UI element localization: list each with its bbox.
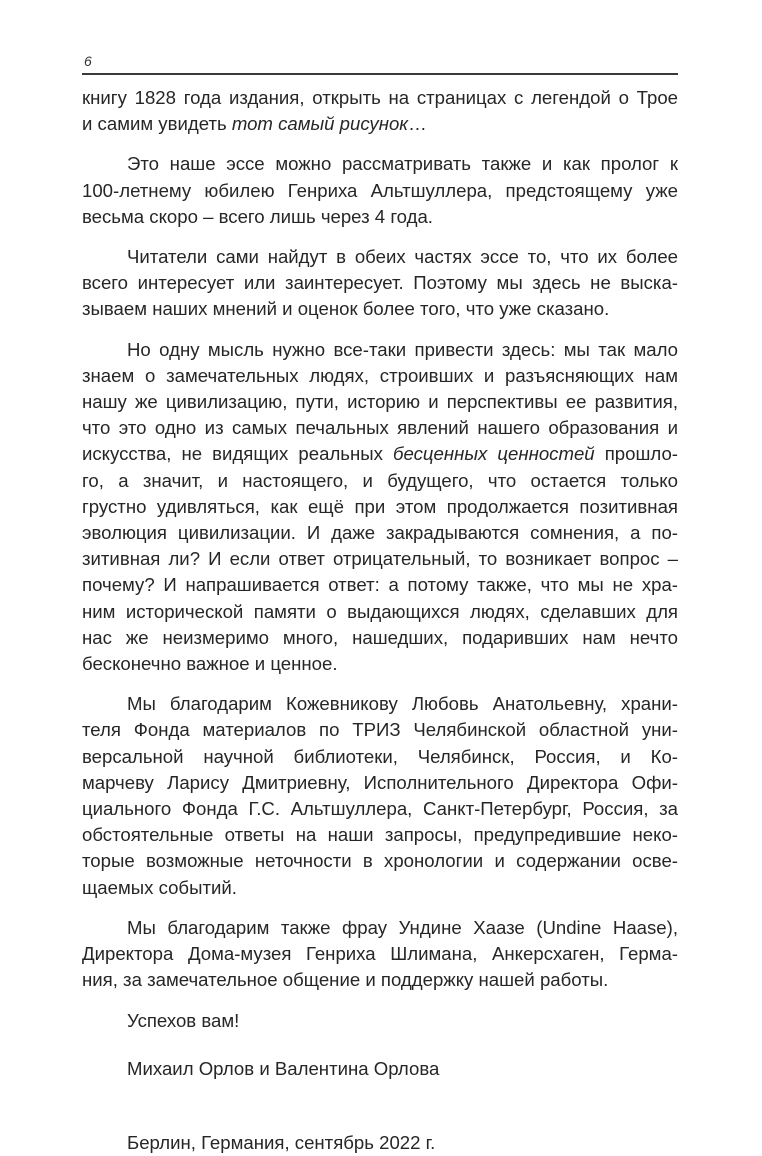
text-run: Но одну мысль нужно все-таки привести здесь: мы так мало xyxy=(127,338,678,360)
paragraphs xyxy=(82,85,678,994)
text-run: нас же неизмеримо много, нашедших, подаривших нам нечто xyxy=(82,626,678,648)
text-run: Мы благодарим также фрау Ундине Хаазе (Undine Haase), xyxy=(127,916,678,938)
text-line xyxy=(82,337,678,363)
text-run: книгу 1828 года издания, открыть на страницах с легендой о Трое xyxy=(82,87,678,108)
text-line xyxy=(82,520,678,546)
page-number: 6 xyxy=(84,53,92,69)
text-run: теля Фонда материалов по ТРИЗ Челябинской областной уни- xyxy=(82,719,678,741)
text-line xyxy=(82,441,678,467)
text-run: циального Фонда Г.С. Альтшуллера, Санкт-Петербург, Россия, за xyxy=(82,798,678,820)
paragraph xyxy=(82,244,678,323)
text-line xyxy=(82,822,678,848)
text-run: зываем наших мнений и оценок более того, что уже сказано. xyxy=(82,298,610,320)
text-run: торые возможные неточности в хронологии и содержании осве- xyxy=(82,850,678,872)
text-run: и самим увидеть xyxy=(82,113,232,135)
document-page xyxy=(82,52,678,1156)
text-line xyxy=(82,875,678,901)
text-line xyxy=(82,651,678,677)
text-run: Директора Дома-музея Генриха Шлимана, Анкерсхаген, Герма- xyxy=(82,943,678,965)
text-run: зитивная ли? И если ответ отрицательный, то возникает вопрос – xyxy=(82,548,678,570)
text-line xyxy=(82,967,678,993)
text-line xyxy=(82,546,678,572)
text-line xyxy=(82,296,678,322)
text-line xyxy=(82,599,678,625)
text-line xyxy=(82,625,678,651)
page-header xyxy=(82,52,678,75)
text-line xyxy=(82,151,678,177)
text-line xyxy=(82,270,678,296)
text-line xyxy=(82,915,678,941)
text-run: весьма скоро – всего лишь через 4 года. xyxy=(82,205,433,227)
text-line xyxy=(82,717,678,743)
text-run: ним исторической памяти о выдающихся людях, сделавших для xyxy=(82,600,678,622)
text-run: Мы благодарим Кожевникову Любовь Анатольевну, храни- xyxy=(127,693,678,715)
text-run: Это наше эссе можно рассматривать также и как пролог к xyxy=(127,153,678,175)
text-line xyxy=(82,178,678,204)
text-line xyxy=(82,111,678,137)
text-line xyxy=(82,691,678,717)
body-text xyxy=(82,85,678,1156)
text-run: щаемых событий. xyxy=(82,876,237,898)
text-line xyxy=(82,941,678,967)
text-run: обстоятельные ответы на наши запросы, предупредившие неко- xyxy=(82,824,678,846)
paragraph xyxy=(82,85,678,137)
text-line xyxy=(82,796,678,822)
italic-emphasis: бесценных ценностей xyxy=(393,443,595,465)
text-run: бесконечно важное и ценное. xyxy=(82,653,338,675)
text-run: версальной научной библиотеки, Челябинск, Россия, и Ко- xyxy=(82,745,678,767)
text-run: Читатели сами найдут в обеих частях эссе то, что их более xyxy=(127,246,678,268)
text-line xyxy=(82,744,678,770)
text-line xyxy=(82,363,678,389)
text-line xyxy=(82,494,678,520)
text-run: прошло- xyxy=(594,443,678,465)
text-run: грустно удивляться, как ещё при этом продолжается позитивная xyxy=(82,495,678,517)
text-run: 100-летнему юбилею Генриха Альтшуллера, предстоящему уже xyxy=(82,179,678,201)
text-run: искусства, не видящих реальных xyxy=(82,443,394,465)
text-run: го, а значит, и настоящего, и будущего, что остается только xyxy=(82,469,678,491)
closing-authors: Михаил Орлов и Валентина Орлова xyxy=(127,1057,440,1079)
text-line xyxy=(82,572,678,598)
text-run: всего интересует или заинтересует. Поэтому мы здесь не выска- xyxy=(82,272,678,294)
closing-place-date: Берлин, Германия, сентябрь 2022 г. xyxy=(127,1131,436,1153)
text-line xyxy=(82,389,678,415)
text-line xyxy=(82,468,678,494)
text-run: нашу же цивилизацию, пути, историю и перспективы ее развития, xyxy=(82,391,678,413)
text-line xyxy=(82,244,678,270)
paragraph xyxy=(82,151,678,230)
text-line xyxy=(82,770,678,796)
text-line xyxy=(82,415,678,441)
text-run: знаем о замечательных людях, строивших и разъясняющих нам xyxy=(82,364,678,386)
text-run: что это одно из самых печальных явлений нашего образования и xyxy=(82,417,678,439)
text-line xyxy=(82,85,678,111)
text-line xyxy=(82,848,678,874)
paragraph xyxy=(82,915,678,994)
text-run: почему? И напрашивается ответ: а потому также, что мы не хра- xyxy=(82,574,678,596)
text-run: эволюция цивилизации. И даже закрадываются сомнения, а по- xyxy=(82,522,678,544)
text-line xyxy=(82,204,678,230)
paragraph xyxy=(82,337,678,678)
text-run: … xyxy=(408,113,427,135)
closing-greeting: Успехов вам! xyxy=(127,1009,240,1031)
text-run: ния, за замечательное общение и поддержку нашей работы. xyxy=(82,969,609,991)
text-run: марчеву Ларису Дмитриевну, Исполнительного Директора Офи- xyxy=(82,771,678,793)
paragraph xyxy=(82,691,678,901)
italic-emphasis: тот самый рисунок xyxy=(231,113,409,135)
